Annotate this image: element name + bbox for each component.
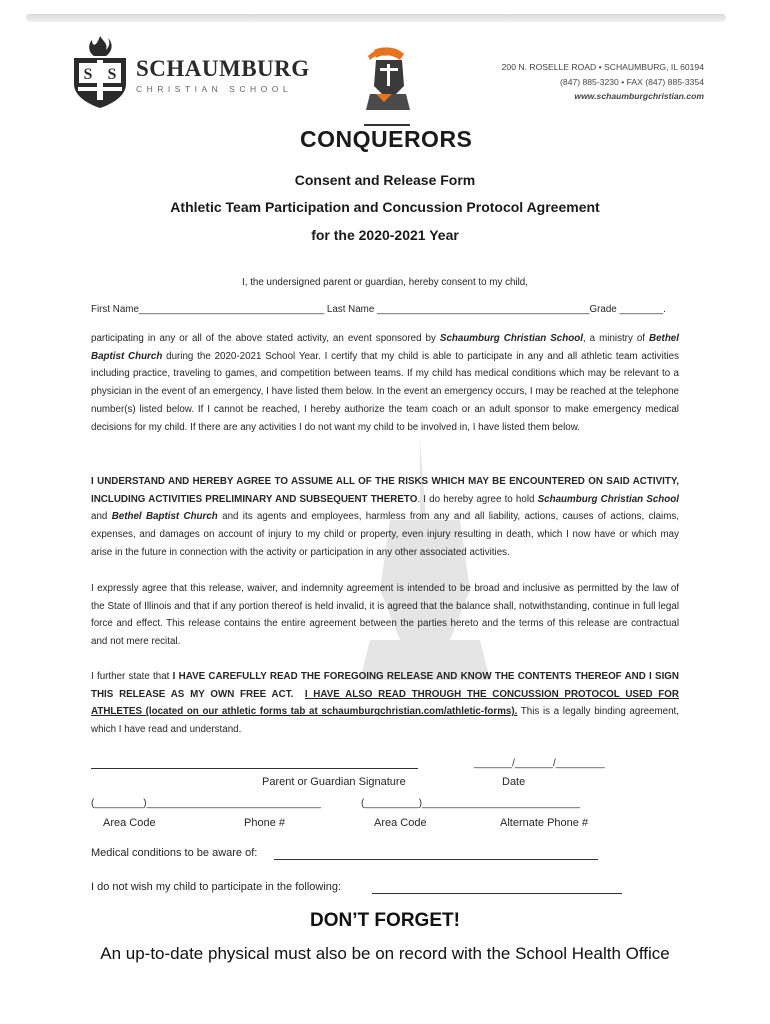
alternate-phone-label: Alternate Phone # <box>500 817 589 829</box>
first-name-field[interactable]: __________________________________ <box>138 304 325 315</box>
knight-mascot-icon <box>362 46 412 110</box>
physical-reminder-text: An up-to-date physical must also be on record with the School Health Office <box>100 944 670 963</box>
acknowledgement-paragraph <box>91 668 679 739</box>
form-title: Consent and Release Form <box>294 172 476 188</box>
risk-agreement-paragraph <box>91 473 679 562</box>
parent-signature-label: Parent or Guardian Signature <box>262 776 406 788</box>
grade-field[interactable]: ________ <box>619 304 664 315</box>
reminder-heading: DON’T FORGET! <box>310 910 460 931</box>
participation-paragraph <box>91 330 679 436</box>
phone-fax-line: (847) 885-3230 • FAX (847) 885-3354 <box>560 76 704 87</box>
signature-line[interactable] <box>91 768 418 769</box>
last-name-label: Last Name <box>326 304 375 315</box>
website: www.schaumburgchristian.com <box>574 91 704 101</box>
school-name-italic: Schaumburg Christian School <box>439 333 583 344</box>
excluded-activities-field[interactable] <box>372 893 622 894</box>
para1-text-c: during the 2020-2021 School Year. I certify that my child is able to participate in any and all athletic team activities including practice, traveling to games, and competition between teams. If my child has medical conditions which may be relevant to a physician in the event of an emergency, I have listed them below. In the event an emergency occurs, I may be reached at the telephone number(s) listed below. If I cannot be reached, I hereby authorize the team coach or an adult sponsor to make emergency medical decisions for my child. If there are any activities I do not want my child to be involved in, I have listed them below. <box>91 350 679 433</box>
medical-conditions-field[interactable] <box>274 859 598 860</box>
para1-text-a: participating in any or all of the above stated activity, an event sponsored by <box>91 333 440 344</box>
form-subtitle: Athletic Team Participation and Concussion Protocol Agreement <box>170 199 600 215</box>
svg-text:S: S <box>107 66 117 83</box>
address-block <box>502 60 704 104</box>
school-name: SCHAUMBURG <box>136 56 310 81</box>
para2-text-a: . I do hereby agree to hold <box>417 493 538 505</box>
release-paragraph: I expressly agree that this release, waiver, and indemnity agreement is intended to be broad and inclusive as permitted by the law of the State of Illinois and that if any portion thereof is held invalid, it is agreed that the balance shall, notwithstanding, continue in full legal force and effect. This release contains the entire agreement between the parties hereto and the terms of this release are contractual and not mere recital. <box>91 583 679 648</box>
church-name-italic: Bethel Baptist Church <box>91 333 679 362</box>
medical-conditions-label: Medical conditions to be aware of: <box>91 847 258 859</box>
para1-text-b: , a ministry of <box>582 333 650 344</box>
mascot-name: CONQUERORS <box>300 126 473 152</box>
address-line: 200 N. ROSELLE ROAD • SCHAUMBURG, IL 60194 <box>501 62 704 72</box>
area-code-label-2: Area Code <box>374 817 427 829</box>
grade-label: Grade <box>589 304 617 315</box>
phone-field[interactable]: (_________)________________________________ <box>91 798 321 809</box>
form-year: for the 2020-2021 Year <box>311 227 459 243</box>
risk-bold-text: I UNDERSTAND AND HEREBY AGREE TO ASSUME ALL OF THE RISKS WHICH MAY BE ENCOUNTERED ON SAID ACTIVITY, INCLUDING ACTIVITIES PRELIMINARY AND SUBSEQUENT THERETO <box>91 476 679 505</box>
intro-text: I, the undersigned parent or guardian, hereby consent to my child, <box>242 277 528 288</box>
church-name-italic: Bethel Baptist Church <box>111 511 218 523</box>
last-name-field[interactable]: _______________________________________ <box>377 304 590 315</box>
para4-text-a: I further state that <box>91 671 173 682</box>
date-field[interactable]: _______/_______/_________ <box>474 758 605 769</box>
excluded-activities-label: I do not wish my child to participate in the following: <box>91 881 342 893</box>
school-subtitle: CHRISTIAN SCHOOL <box>136 84 293 94</box>
para4-text-c: This is a legally binding agreement, which I have read and understand. <box>91 706 679 736</box>
read-release-bold: I HAVE CAREFULLY READ THE FOREGOING RELEASE AND KNOW THE CONTENTS THEREOF AND I SIGN THIS RELEASE AS MY OWN FREE ACT. <box>91 671 679 700</box>
name-fields-row: First Name__________________________________ Last Name _______________________________________Grade ________. <box>91 304 666 315</box>
alternate-phone-field[interactable]: (__________)_____________________________ <box>361 798 581 809</box>
school-name-italic: Schaumburg Christian School <box>537 493 679 505</box>
top-decorative-bar <box>26 14 726 22</box>
svg-text:S: S <box>83 66 93 83</box>
para2-text-c: and its agents and employees, harmless from any and all liability, actions, causes of actions, claims, expenses, and damages on account of injury to my child or property, even injury resulting in death, which I now have or which may arise in the future in connection with the activity or participation in any other associated activities. <box>91 511 679 558</box>
area-code-label: Area Code <box>103 817 156 829</box>
para2-text-b: and <box>91 511 112 523</box>
phone-label: Phone # <box>244 817 285 829</box>
date-label: Date <box>502 776 526 788</box>
school-logo <box>70 34 310 114</box>
concussion-protocol-underlined: I HAVE ALSO READ THROUGH THE CONCUSSION PROTOCOL USED FOR ATHLETES (located on our athletic forms tab at schaumburgchristian.com/athletic-forms). <box>91 688 679 718</box>
shield-crest-icon <box>70 34 130 108</box>
first-name-label: First Name <box>91 304 139 315</box>
